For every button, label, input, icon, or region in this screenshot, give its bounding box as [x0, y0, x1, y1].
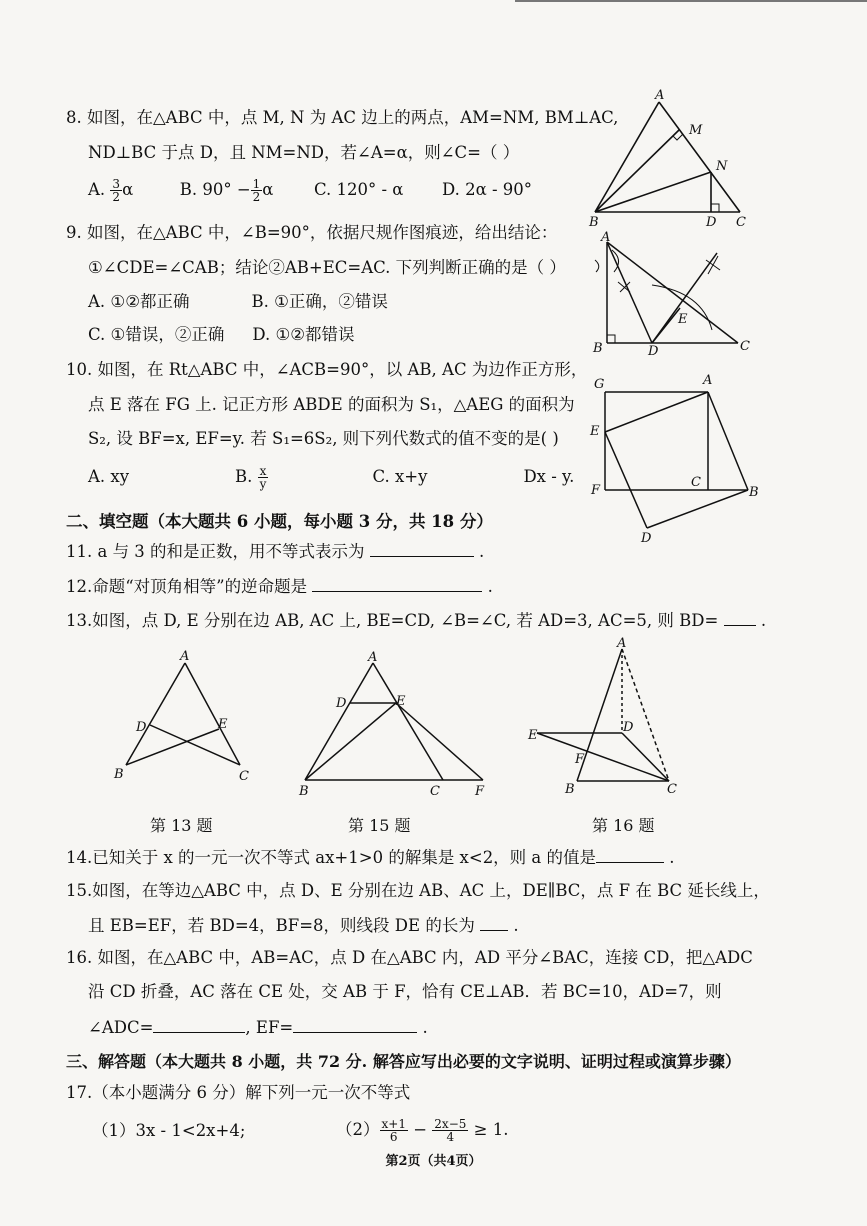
q10-line2: 点 E 落在 FG 上. 记正方形 ABDE 的面积为 S₁，△AEG 的面积为: [88, 395, 575, 414]
fig15-label-C: C: [430, 784, 440, 799]
fig16-label-D: D: [623, 720, 634, 735]
q13-answer-blank[interactable]: [724, 609, 756, 626]
q16-ef-blank[interactable]: [293, 1016, 417, 1033]
q10-optA: A. xy: [88, 467, 130, 486]
q12-answer-blank[interactable]: [312, 575, 482, 592]
q16-line1: 16. 如图，在△ABC 中，AB=AC，点 D 在△ABC 内，AD 平分∠BAC，连接 CD，把△ADC: [66, 948, 753, 967]
fig15-label-E: E: [396, 694, 406, 709]
fig9-label-D: D: [648, 344, 659, 359]
fig10-label-C: C: [691, 475, 701, 490]
q10-optC: C. x+y: [372, 467, 428, 486]
q10-line1: 10. 如图，在 Rt△ABC 中，∠ACB=90°，以 AB, AC 为边作正方形，: [66, 360, 588, 379]
q11: 11. a 与 3 的和是正数，用不等式表示为 .: [66, 542, 485, 561]
figure-q15: [295, 645, 500, 800]
fig16-label-B: B: [565, 782, 575, 797]
fig8-label-M: M: [689, 123, 703, 138]
q14: 14.已知关于 x 的一元一次不等式 ax+1>0 的解集是 x<2，则 a 的值是 .: [66, 848, 675, 867]
fig10-label-F: F: [591, 483, 601, 498]
q8-optB: B. 90° − $\frac{1}{2}$ α: [179, 177, 274, 204]
figure-q10: [585, 370, 765, 545]
fig9-label-A: A: [601, 230, 611, 245]
q9-options-row2: [88, 324, 355, 346]
figure-q8: [585, 88, 755, 228]
fig10-label-B: B: [749, 485, 759, 500]
fig8-label-D: D: [706, 215, 717, 230]
q13: 13.如图，点 D, E 分别在边 AB, AC 上, BE=CD, ∠B=∠C, 若 AD=3, AC=5, 则 BD= .: [66, 611, 767, 630]
q10-options: [88, 465, 574, 490]
page-footer: 第2页（共4页）: [385, 1154, 482, 1169]
figure-q16: [525, 635, 690, 800]
fig9-label-B: B: [593, 341, 603, 356]
q15-answer-blank[interactable]: [480, 914, 508, 931]
fig13-label-A: A: [180, 649, 190, 664]
caption-q16: 第 16 题: [592, 816, 655, 835]
q9-optC: C. ①错误，②正确: [88, 325, 225, 344]
q10-optD: Dx - y.: [523, 467, 575, 486]
q10-optB: B. $\frac{x}{y}$: [235, 464, 267, 491]
q8-optD: D. 2α - 90°: [441, 180, 533, 199]
figure-q13: [108, 645, 258, 785]
q9-optB: B. ①正确，②错误: [251, 292, 388, 311]
fig9-label-E: E: [678, 312, 688, 327]
fig13-label-B: B: [114, 767, 124, 782]
fig10-label-E: E: [590, 424, 600, 439]
fig13-label-C: C: [239, 769, 249, 784]
q14-answer-blank[interactable]: [596, 846, 664, 863]
section2-heading: 二、填空题（本大题共 6 小题，每小题 3 分，共 18 分）: [66, 512, 493, 531]
q9-optD: D. ①②都错误: [252, 325, 355, 344]
fig16-label-A: A: [617, 636, 627, 651]
fig8-label-C: C: [736, 215, 746, 230]
q16-line3: ∠ADC= , EF= .: [88, 1018, 428, 1037]
q17-part2: （2） $\frac{x+1}{6}$ − $\frac{2x-5}{4}$ ≥ 1.: [336, 1117, 509, 1144]
q15-line2: 且 EB=EF，若 BD=4，BF=8，则线段 DE 的长为 .: [88, 916, 519, 935]
caption-q13: 第 13 题: [150, 816, 213, 835]
fig16-label-E: E: [528, 728, 538, 743]
q8-optA: A. $\frac{3}{2}$ α: [88, 177, 134, 204]
q12: 12.命题“对顶角相等”的逆命题是 .: [66, 577, 493, 596]
header-rule: [515, 0, 867, 2]
q8-options: [88, 178, 532, 203]
fig15-label-A: A: [368, 650, 378, 665]
q8-optC: C. 120° - α: [313, 180, 404, 199]
fig16-label-C: C: [667, 782, 677, 797]
fig10-label-A: A: [703, 373, 713, 388]
q9-options-row1: [88, 291, 388, 313]
fig15-label-D: D: [336, 696, 347, 711]
fig15-label-F: F: [475, 784, 485, 799]
q8-line1: 8. 如图，在△ABC 中，点 M, N 为 AC 边上的两点，AM=NM, BM⊥AC,: [66, 108, 619, 127]
section3-heading: 三、解答题（本大题共 8 小题，共 72 分. 解答应写出必要的文字说明、证明过程或演算步骤）: [66, 1052, 741, 1071]
q15-line1: 15.如图，在等边△ABC 中，点 D、E 分别在边 AB、AC 上，DE∥BC，点 F 在 BC 延长线上，: [66, 881, 770, 900]
q17-title: 17.（本小题满分 6 分）解下列一元一次不等式: [66, 1083, 411, 1102]
fig9-label-C: C: [740, 339, 750, 354]
fig13-label-E: E: [218, 717, 228, 732]
q16-angle-blank[interactable]: [153, 1016, 245, 1033]
caption-q15: 第 15 题: [348, 816, 411, 835]
q8-line2: ND⊥BC 于点 D，且 NM=ND，若∠A=α，则∠C=（ ）: [88, 143, 520, 162]
fig15-label-B: B: [299, 784, 309, 799]
q17-part1: （1）3x - 1<2x+4;: [92, 1121, 246, 1140]
fig10-label-G: G: [594, 377, 605, 392]
fig8-label-A: A: [655, 88, 665, 103]
q10-line3: S₂, 设 BF=x, EF=y. 若 S₁=6S₂, 则下列代数式的值不变的是( ): [88, 429, 559, 448]
fig8-label-B: B: [589, 215, 599, 230]
q9-line1: 9. 如图，在△ABC 中，∠B=90°，依据尺规作图痕迹，给出结论：: [66, 223, 558, 242]
q11-answer-blank[interactable]: [370, 540, 474, 557]
figure-q9: [590, 230, 765, 359]
fig13-label-D: D: [136, 720, 147, 735]
q9-line2: ①∠CDE=∠CAB；结论②AB+EC=AC. 下列判断正确的是（ ）: [88, 258, 566, 277]
fig16-label-F: F: [575, 752, 585, 767]
q9-optA: A. ①②都正确: [88, 292, 190, 311]
fig10-label-D: D: [641, 531, 652, 546]
q16-line2: 沿 CD 折叠，AC 落在 CE 处，交 AB 于 F，恰有 CE⊥AB．若 BC=10，AD=7，则: [88, 982, 722, 1001]
fig8-label-N: N: [716, 159, 728, 174]
